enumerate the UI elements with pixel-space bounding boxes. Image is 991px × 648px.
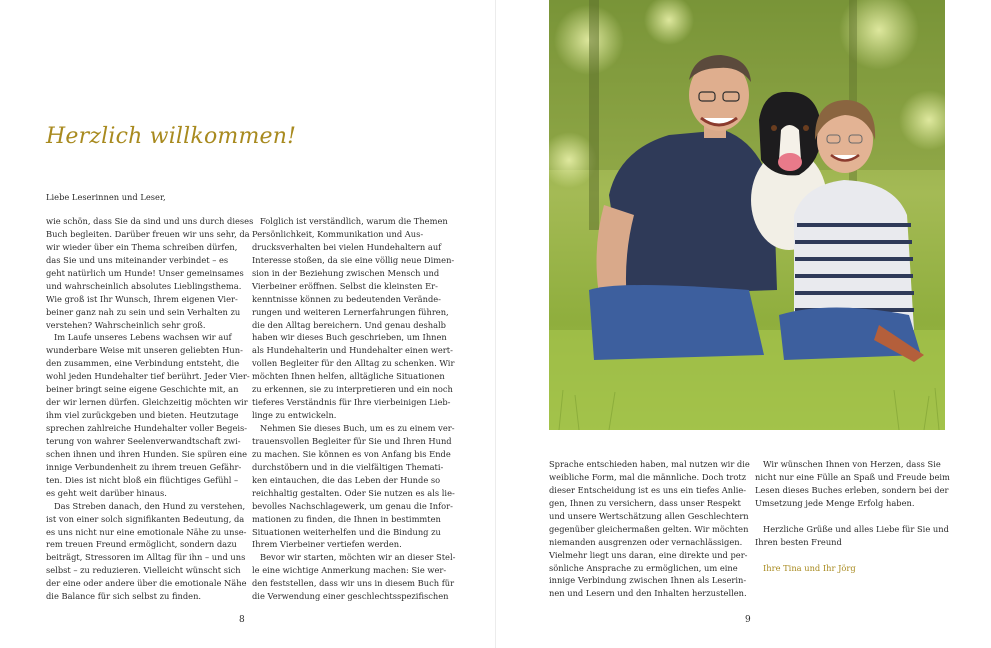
text-line: das Sie und uns miteinander verbindet – es	[46, 254, 229, 265]
text-line: Nehmen Sie dieses Buch, um es zu einem ver-	[260, 423, 455, 433]
text-line: Buch begleiten. Darüber freuen wir uns sehr, da	[46, 228, 250, 239]
page-gutter	[495, 0, 496, 648]
text-line: gen, Ihnen zu versichern, dass unser Respekt	[549, 497, 741, 508]
text-line: mationen zu finden, die Ihnen in bestimmten	[252, 513, 441, 524]
text-line: Umsetzung jede Menge Erfolg haben.	[755, 497, 915, 508]
text-line: selbst – zu reduzieren. Vielleicht wünscht sich	[46, 565, 241, 576]
text-column-1	[46, 215, 254, 603]
text-line: verstehen? Wahrscheinlich sehr groß.	[46, 319, 206, 330]
text-line: rungen und weiteren Lernerfahrungen führen,	[252, 306, 449, 317]
text-line: tieferes Verständnis für Ihre vierbeinigen Lieb-	[252, 397, 451, 408]
page-title: Herzlich willkommen!	[46, 124, 297, 149]
text-line: es uns nicht nur eine emotionale Nähe zu unse-	[46, 526, 247, 537]
text-line: ten. Dies ist nicht bloß ein flüchtiges Gefühl –	[46, 474, 239, 485]
text-line: dieser Entscheidung ist es uns ein tiefes Anlie-	[549, 484, 747, 495]
text-line: Vierbeiner eröffnen. Selbst die kleinsten Er-	[252, 280, 438, 291]
text-line: wie schön, dass Sie da sind und uns durch dieses	[46, 216, 254, 226]
text-line: sion in der Beziehung zwischen Mensch und	[252, 267, 440, 278]
text-line: reichhaltig gestalten. Oder Sie nutzen es als lie-	[252, 487, 455, 498]
text-line: ken eintauchen, die das Leben der Hunde so	[252, 474, 441, 485]
salutation: Liebe Leserinnen und Leser,	[46, 192, 166, 202]
text-line: haben wir dieses Buch geschrieben, um Ihnen	[252, 332, 447, 343]
text-line: möchten Ihnen helfen, alltägliche Situationen	[252, 371, 445, 382]
text-line: Persönlichkeit, Kommunikation und Aus-	[252, 228, 424, 239]
text-line: geht natürlich um Hunde! Unser gemeinsames	[46, 267, 244, 278]
text-line: Wir wünschen Ihnen von Herzen, dass Sie	[763, 459, 941, 469]
text-line: der eine oder andere über die emotionale Nähe	[46, 578, 247, 589]
text-line: Sprache entschieden haben, mal nutzen wir die	[549, 459, 750, 469]
text-line	[755, 549, 951, 562]
text-line: schen ihnen und ihren Hunden. Sie spüren eine	[46, 448, 248, 459]
text-line: linge zu entwickeln.	[252, 410, 337, 421]
page-number-right: 9	[745, 615, 751, 625]
text-line: sprechen zahlreiche Hundehalter voller Begeis-	[46, 423, 248, 433]
text-line: ist von einer solch signifikanten Bedeutung, da	[46, 513, 245, 524]
text-line: wunderbare Weise mit unseren geliebten Hun-	[46, 345, 243, 356]
text-line: beiner bringt seine eigene Geschichte mit, an	[46, 384, 239, 395]
text-line: Vielmehr liegt uns daran, eine direkte und per-	[549, 549, 748, 560]
text-line: sönliche Ansprache zu ermöglichen, um eine	[549, 562, 738, 573]
text-line: Ihre Tina und Ihr Jörg	[763, 562, 856, 573]
text-line: Bevor wir starten, möchten wir an dieser Stel-	[260, 552, 456, 563]
text-column-4	[755, 458, 951, 574]
text-line: den feststellen, dass wir uns in diesem Buch für	[252, 578, 455, 589]
authors-with-dog-photo	[549, 0, 945, 430]
text-line: die Verwendung einer geschlechtsspezifischen	[252, 591, 449, 602]
text-line: trauensvollen Begleiter für Sie und Ihren Hund	[252, 435, 452, 446]
text-line: Ihrem Vierbeiner vertiefen werden.	[252, 539, 402, 550]
text-line: drucksverhalten bei vielen Hundehaltern auf	[252, 241, 442, 252]
text-line: innige Verbundenheit zu ihrem treuen Gefähr-	[46, 461, 242, 472]
text-line: zu machen. Sie können es von Anfang bis Ende	[252, 448, 451, 459]
text-line: der wir lernen dürfen. Gleichzeitig möchten wir	[46, 397, 248, 408]
text-line: Folglich ist verständlich, warum die Themen	[260, 216, 448, 226]
text-line: terung von wahrer Seelenverwandtschaft zwi-	[46, 435, 241, 446]
text-line: kenntnisse können zu bedeutenden Verände-	[252, 293, 441, 304]
text-line: nen und Lesern und den Inhalten herzustellen.	[549, 588, 747, 599]
text-column-2	[252, 215, 456, 603]
text-line: durchstöbern und in die vielfältigen Themati-	[252, 461, 444, 472]
text-line: bevolles Nachschlagewerk, um genau die Infor-	[252, 500, 453, 511]
text-line: und wahrscheinlich absolutes Lieblingsthema.	[46, 280, 242, 291]
text-line: nicht nur eine Fülle an Spaß und Freude beim	[755, 471, 950, 482]
text-line: wohl jeden Hundehalter tief berührt. Jeder Vier-	[46, 371, 250, 382]
text-line: Interesse stoßen, da sie eine völlig neue Dimen-	[252, 254, 455, 265]
text-line: ihm viel zurückgeben und bieten. Heutzutage	[46, 410, 239, 421]
text-line: Situationen weiterhelfen und die Bindung zu	[252, 526, 441, 537]
text-line: es geht weit darüber hinaus.	[46, 487, 167, 498]
text-line: niemanden ausgrenzen oder vernachlässigen.	[549, 536, 743, 547]
text-line: le eine wichtige Anmerkung machen: Sie wer-	[252, 565, 447, 576]
text-line: wir wieder über ein Thema schreiben dürfen,	[46, 241, 238, 252]
text-line	[755, 510, 951, 523]
text-line: innige Verbindung zwischen Ihnen als Leserin-	[549, 575, 747, 586]
text-line: weibliche Form, mal die männliche. Doch trotz	[549, 471, 747, 482]
text-line: Herzliche Grüße und alles Liebe für Sie und	[763, 523, 949, 534]
text-line: zu erkennen, sie zu interpretieren und ein noch	[252, 384, 453, 395]
page-number-left: 8	[239, 615, 245, 625]
text-line: beiner ganz nah zu sein und sein Verhalten zu	[46, 306, 241, 317]
text-line: den zusammen, eine Verbindung entsteht, die	[46, 358, 240, 369]
text-line: die den Alltag bereichern. Und genau deshalb	[252, 319, 446, 330]
text-line: vollen Begleiter für den Alltag zu schenken. Wir	[252, 358, 455, 369]
text-line: beiträgt, Stressoren im Alltag für ihn – und uns	[46, 552, 246, 563]
text-line: Das Streben danach, den Hund zu verstehen,	[54, 500, 246, 511]
text-line: Ihren besten Freund	[755, 536, 842, 547]
text-column-3	[549, 458, 750, 600]
text-line: und unsere Wertschätzung allen Geschlechtern	[549, 510, 749, 521]
text-line: gegenüber gleichermaßen gelten. Wir möchten	[549, 523, 749, 534]
text-line: rem treuen Freund ermöglicht, sondern dazu	[46, 539, 237, 550]
text-line: Im Laufe unseres Lebens wachsen wir auf	[54, 332, 232, 343]
text-line: die Balance für sich selbst zu finden.	[46, 591, 202, 602]
text-line: Lesen dieses Buches erleben, sondern bei der	[755, 484, 949, 495]
text-line: als Hundehalterin und Hundehalter einen wert-	[252, 345, 453, 356]
text-line: Wie groß ist Ihr Wunsch, Ihrem eigenen Vier-	[46, 293, 238, 304]
